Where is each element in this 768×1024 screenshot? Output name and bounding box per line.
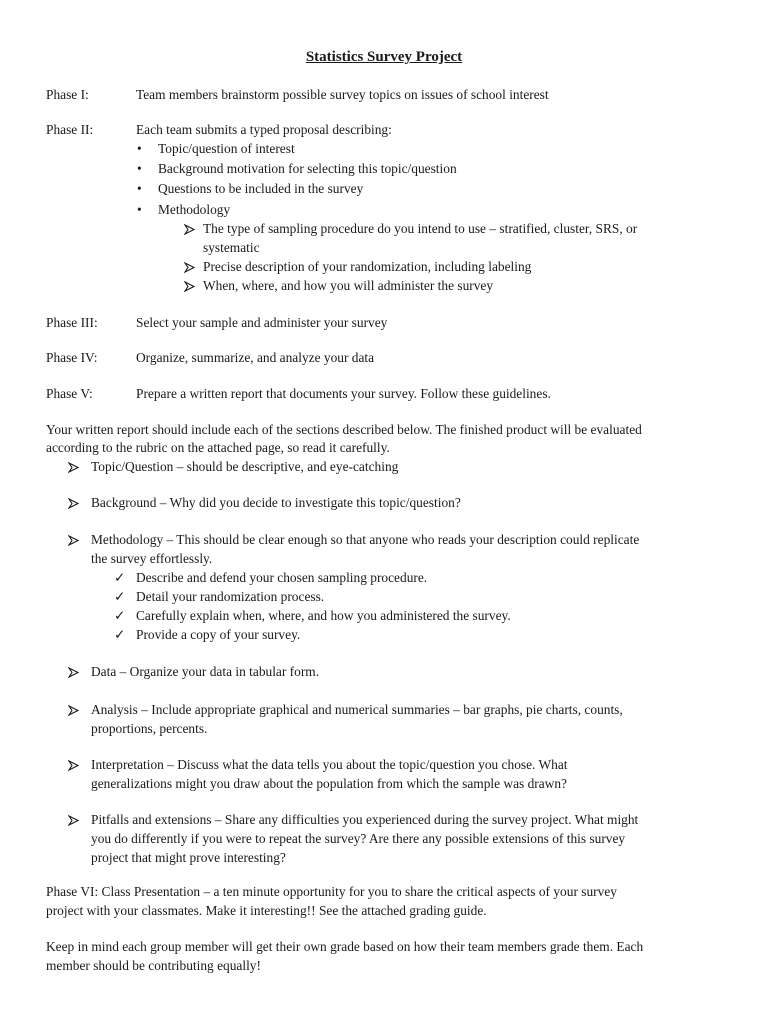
section-pitfalls: Pitfalls and extensions – Share any difficulties you experienced during the survey project. What might: [91, 812, 639, 827]
phase-label: Phase II:: [46, 122, 94, 137]
methodology-item-continued: systematic: [203, 240, 260, 255]
report-intro: according to the rubric on the attached page, so read it carefully.: [46, 440, 390, 455]
arrow-bullet-icon: [68, 663, 79, 682]
methodology-check-item: Describe and defend your chosen sampling procedure.: [136, 570, 428, 585]
arrow-bullet-icon: [184, 220, 195, 239]
section-pitfalls-continued: you do differently if you were to repeat the survey? Are there any possible extensions of this survey: [91, 831, 626, 846]
section-topic: Topic/Question – should be descriptive, and eye-catching: [91, 459, 399, 474]
section-analysis: Analysis – Include appropriate graphical and numerical summaries – bar graphs, pie charts, counts,: [91, 702, 623, 717]
section-interpretation-continued: generalizations might you draw about the population from which the sample was drawn?: [91, 776, 567, 791]
proposal-item: Methodology: [158, 202, 231, 217]
arrow-bullet-icon: [68, 458, 79, 477]
phase-label: Phase V:: [46, 386, 93, 401]
phase-label: Phase I:: [46, 87, 89, 102]
proposal-item: Background motivation for selecting this topic/question: [158, 161, 457, 176]
methodology-check-item: Carefully explain when, where, and how you administered the survey.: [136, 608, 511, 623]
arrow-bullet-icon: [68, 531, 79, 550]
arrow-bullet-icon: [68, 701, 79, 720]
methodology-item: Precise description of your randomization, including labeling: [203, 259, 532, 274]
section-analysis-continued: proportions, percents.: [91, 721, 208, 736]
arrow-bullet-icon: [68, 811, 79, 830]
section-pitfalls-continued: project that might prove interesting?: [91, 850, 286, 865]
phase-text: Select your sample and administer your survey: [136, 315, 388, 330]
document-title: Statistics Survey Project: [305, 49, 463, 65]
methodology-item: When, where, and how you will administer the survey: [203, 278, 494, 293]
methodology-item: The type of sampling procedure do you intend to use – stratified, cluster, SRS, or: [203, 221, 638, 236]
phase-text: Team members brainstorm possible survey topics on issues of school interest: [136, 87, 549, 102]
section-methodology-continued: the survey effortlessly.: [91, 551, 213, 566]
phase-text: Prepare a written report that documents your survey. Follow these guidelines.: [136, 386, 551, 401]
section-methodology: Methodology – This should be clear enough so that anyone who reads your description could replicate: [91, 532, 640, 547]
phase-text: Each team submits a typed proposal describing:: [136, 122, 392, 137]
arrow-bullet-icon: [184, 277, 195, 296]
methodology-check-item: Provide a copy of your survey.: [136, 627, 301, 642]
arrow-bullet-icon: [68, 756, 79, 775]
phase-label: Phase III:: [46, 315, 98, 330]
bullet-dot-icon: •: [137, 141, 142, 156]
phase-label: Phase IV:: [46, 350, 98, 365]
section-background: Background – Why did you decide to investigate this topic/question?: [91, 495, 461, 510]
arrow-bullet-icon: [68, 494, 79, 513]
checkmark-icon: ✓: [114, 608, 126, 623]
methodology-check-item: Detail your randomization process.: [136, 589, 325, 604]
checkmark-icon: ✓: [114, 589, 126, 604]
bullet-dot-icon: •: [137, 161, 142, 176]
proposal-item: Questions to be included in the survey: [158, 181, 364, 196]
arrow-bullet-icon: [184, 258, 195, 277]
proposal-item: Topic/question of interest: [158, 141, 295, 156]
checkmark-icon: ✓: [114, 627, 126, 642]
phase-text: Organize, summarize, and analyze your data: [136, 350, 375, 365]
closing-note: Keep in mind each group member will get their own grade based on how their team members grade them. Each: [46, 939, 644, 954]
bullet-dot-icon: •: [137, 181, 142, 196]
section-interpretation: Interpretation – Discuss what the data tells you about the topic/question you chose. What: [91, 757, 568, 772]
checkmark-icon: ✓: [114, 570, 126, 585]
section-data: Data – Organize your data in tabular form.: [91, 664, 320, 679]
closing-note-continued: member should be contributing equally!: [46, 958, 261, 973]
phase-6-continued: project with your classmates. Make it interesting!! See the attached grading guide.: [46, 903, 487, 918]
bullet-dot-icon: •: [137, 202, 142, 217]
report-intro: Your written report should include each of the sections described below. The finished product will be evaluated: [46, 422, 642, 437]
phase-6: Phase VI: Class Presentation – a ten minute opportunity for you to share the critical aspects of your survey: [46, 884, 617, 899]
